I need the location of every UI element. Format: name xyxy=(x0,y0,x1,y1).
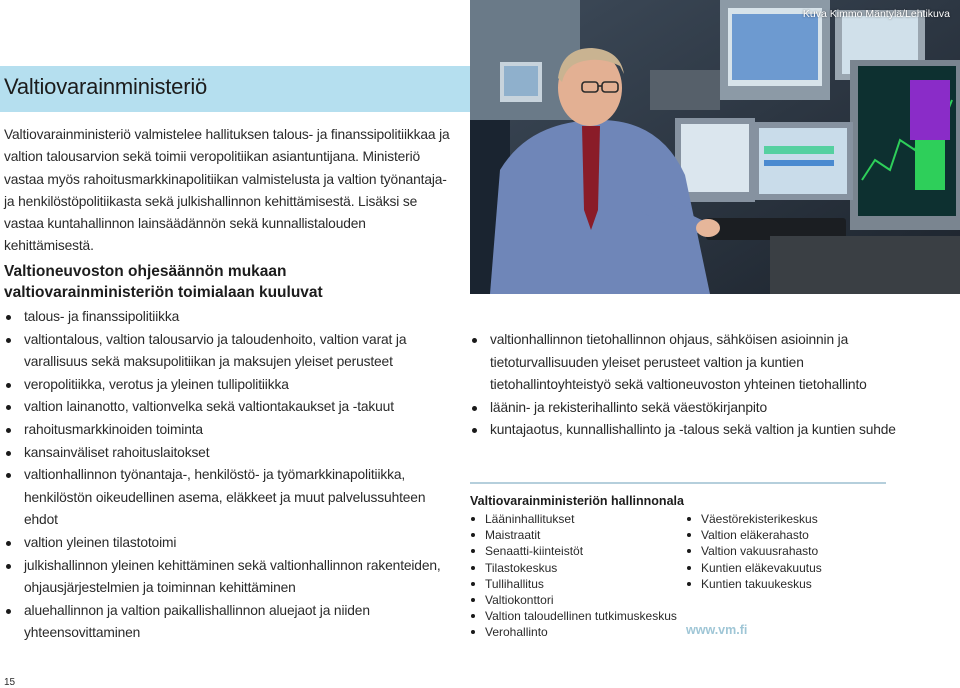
list-item: Väestörekisterikeskus xyxy=(686,511,886,527)
photo-credit: Kuva Kimmo Mäntylä/Lehtikuva xyxy=(802,8,950,20)
list-item: julkishallinnon yleinen kehittäminen sekä valtionhallinnon rakenteiden, ohjausjärjestelmien ja toiminnan kehittäminen xyxy=(4,555,459,600)
list-item: Valtion taloudellinen tutkimuskeskus xyxy=(470,608,685,624)
photo-illustration xyxy=(470,0,960,294)
list-item: talous- ja finanssipolitiikka xyxy=(4,306,459,329)
responsibilities-list-right xyxy=(470,329,910,442)
office-photo xyxy=(470,0,960,294)
list-item: Senaatti-kiinteistöt xyxy=(470,543,685,559)
list-item: Valtiokonttori xyxy=(470,592,685,608)
admin-list-col1 xyxy=(470,511,685,641)
list-item: veropolitiikka, verotus ja yleinen tullipolitiikka xyxy=(4,374,459,397)
top-whitespace xyxy=(0,0,470,31)
page-title: Valtiovarainministeriö xyxy=(4,74,208,99)
list-item: Tilastokeskus xyxy=(470,560,685,576)
list-item: Verohallinto xyxy=(470,624,685,640)
admin-heading: Valtiovarainministeriön hallinnonala xyxy=(470,494,684,508)
list-item: aluehallinnon ja valtion paikallishallinnon aluejaot ja niiden yhteensovittaminen xyxy=(4,600,459,645)
responsibilities-list-left xyxy=(4,306,459,645)
website-link[interactable]: www.vm.fi xyxy=(686,623,748,637)
list-item: Valtion eläkerahasto xyxy=(686,527,886,543)
list-item: valtion yleinen tilastotoimi xyxy=(4,532,459,555)
admin-list-col2 xyxy=(686,511,886,592)
section-heading: Valtioneuvoston ohjesäännön mukaan valtiovarainministeriön toimialaan kuuluvat xyxy=(4,263,323,301)
list-item: valtion lainanotto, valtionvelka sekä valtiontakaukset ja -takuut xyxy=(4,396,459,419)
list-item: Kuntien takuukeskus xyxy=(686,576,886,592)
list-item: rahoitusmarkkinoiden toiminta xyxy=(4,419,459,442)
page-number: 15 xyxy=(4,677,16,688)
list-item: Kuntien eläkevakuutus xyxy=(686,560,886,576)
list-item: läänin- ja rekisterihallinto sekä väestökirjanpito xyxy=(470,397,910,420)
list-item: Lääninhallitukset xyxy=(470,511,685,527)
list-item: valtiontalous, valtion talousarvio ja taloudenhoito, valtion varat ja varallisuus sekä maksupolitiikan ja maksujen yleiset perusteet xyxy=(4,329,459,374)
list-item: valtionhallinnon työnantaja-, henkilöstö- ja työmarkkinapolitiikka, henkilöstön oikeudellinen asema, eläkkeet ja muut palvelussuhteen ehdot xyxy=(4,464,459,532)
list-item: kansainväliset rahoituslaitokset xyxy=(4,442,459,465)
list-item: kuntajaotus, kunnallishallinto ja -talous sekä valtion ja kuntien suhde xyxy=(470,419,910,442)
list-item: Maistraatit xyxy=(470,527,685,543)
list-item: Tullihallitus xyxy=(470,576,685,592)
section-divider xyxy=(470,482,886,484)
list-item: valtionhallinnon tietohallinnon ohjaus, sähköisen asioinnin ja tietoturvallisuuden yleiset perusteet valtion ja kuntien tietohallintoyhteistyö sekä valtioneuvoston yhteinen tietohallinto xyxy=(470,329,910,397)
intro-paragraph: Valtiovarainministeriö valmistelee hallituksen talous- ja finanssipolitiikkaa ja valtion talousarvion sekä toimii veropolitiikan asiantuntijana. Ministeriö vastaa myös rahoitusmarkkinapolitiikan valmistelusta ja valtion työnantaja- ja henkilöstöpolitiikasta sekä julkishallinnon kehittämisestä. Lisäksi se vastaa kuntahallinnon lainsäädännön sekä kunnallistalouden kehittämisestä. xyxy=(4,127,450,254)
list-item: Valtion vakuusrahasto xyxy=(686,543,886,559)
